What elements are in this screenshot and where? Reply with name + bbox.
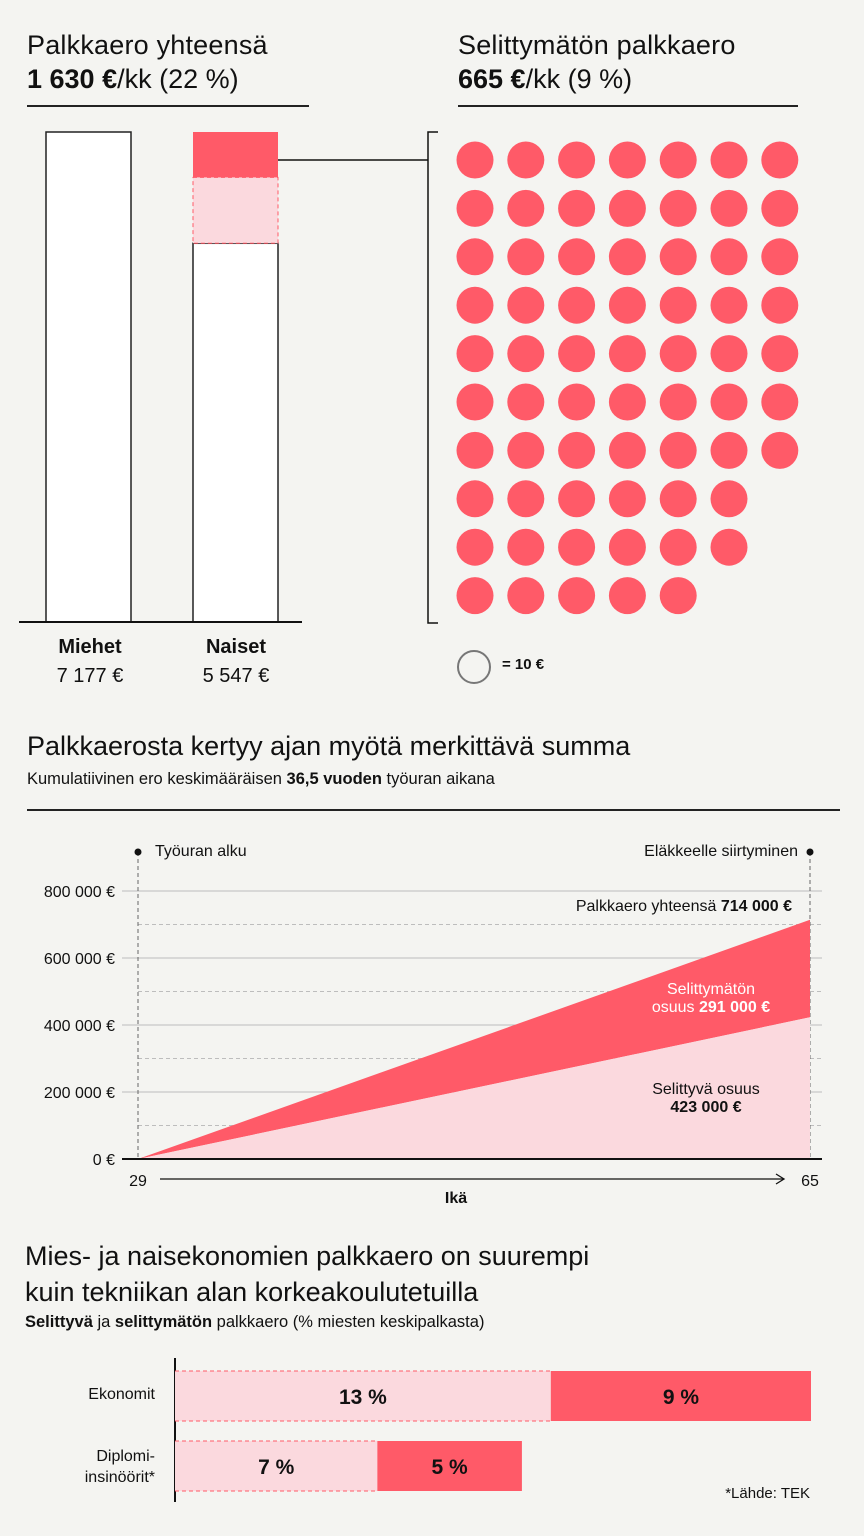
bar-naiset xyxy=(193,243,278,622)
legend-text: = 10 € xyxy=(502,656,545,673)
dot-10-eur xyxy=(558,432,595,469)
dot-10-eur xyxy=(609,384,646,421)
bottom-title-line2: kuin tekniikan alan korkeakoulutetuilla xyxy=(25,1277,479,1307)
dot-10-eur xyxy=(609,432,646,469)
bracket xyxy=(428,132,438,623)
cumulative-sub-bold: 36,5 vuoden xyxy=(286,770,382,788)
right-value xyxy=(458,64,632,95)
dot-10-eur xyxy=(660,577,697,614)
dot-10-eur xyxy=(609,480,646,517)
dot-10-eur xyxy=(609,190,646,227)
dot-10-eur xyxy=(761,142,798,179)
total-gap-prefix: Palkkaero yhteensä xyxy=(575,898,721,915)
dot-10-eur xyxy=(457,287,494,324)
dot-10-eur xyxy=(457,335,494,372)
dot-10-eur xyxy=(457,384,494,421)
dot-10-eur xyxy=(660,190,697,227)
dot-10-eur xyxy=(507,142,544,179)
dot-10-eur xyxy=(507,577,544,614)
bar-naiset-explained-gap xyxy=(193,177,278,243)
dot-10-eur xyxy=(507,238,544,275)
dot-10-eur xyxy=(711,384,748,421)
bottom-sub-bold2: selittymätön xyxy=(114,1313,213,1331)
label-miehet: Miehet xyxy=(58,636,122,658)
bottom-sub-rest: palkkaero (% miesten keskipalkasta) xyxy=(212,1313,485,1331)
x-axis-label: Ikä xyxy=(444,1190,468,1207)
dot-10-eur xyxy=(507,432,544,469)
dot-10-eur xyxy=(457,577,494,614)
category-diplomi-line1: Diplomi- xyxy=(96,1448,155,1465)
dot-10-eur xyxy=(558,287,595,324)
bottom-subtitle xyxy=(25,1313,484,1332)
dot-10-eur xyxy=(457,142,494,179)
y-tick-label: 400 000 € xyxy=(43,1018,115,1035)
bottom-title-line1: Mies- ja naisekonomien palkkaero on suurempi xyxy=(25,1241,590,1271)
total-gap-bold: 714 000 € xyxy=(720,898,792,915)
salary-bars-svg xyxy=(0,120,864,640)
y-tick-label: 800 000 € xyxy=(43,884,115,901)
y-tick-label: 600 000 € xyxy=(43,951,115,968)
total-gap-label xyxy=(470,898,792,916)
dot-10-eur xyxy=(711,335,748,372)
left-value-rest: /kk (22 %) xyxy=(117,64,239,94)
y-tick-label: 200 000 € xyxy=(43,1085,115,1102)
retirement-marker xyxy=(807,849,814,856)
bottom-title xyxy=(25,1238,589,1310)
bar-naiset-unexplained-gap xyxy=(193,132,278,177)
right-title: Selittymätön palkkaero xyxy=(458,30,736,60)
unexplained-label xyxy=(600,981,822,1017)
dot-10-eur xyxy=(558,190,595,227)
dot-10-eur xyxy=(507,190,544,227)
dot-10-eur xyxy=(507,335,544,372)
dot-10-eur xyxy=(558,238,595,275)
x-tick-label: 65 xyxy=(801,1173,819,1190)
y-tick-label: 0 € xyxy=(92,1152,115,1169)
right-value-bold: 665 € xyxy=(458,64,526,94)
dot-10-eur xyxy=(711,432,748,469)
left-value-bold: 1 630 € xyxy=(27,64,118,94)
dot-10-eur xyxy=(711,480,748,517)
cumulative-title: Palkkaerosta kertyy ajan myötä merkittävä summa xyxy=(27,731,631,761)
unexplained-label-prefix: osuus xyxy=(651,999,699,1016)
dot-10-eur xyxy=(558,529,595,566)
bottom-sub-bold1: Selittyvä xyxy=(25,1313,93,1331)
dot-10-eur xyxy=(609,142,646,179)
unexplained-label-line1: Selittymätön xyxy=(666,981,756,998)
dot-10-eur xyxy=(609,529,646,566)
unexplained-label-bold: 291 000 € xyxy=(698,999,771,1016)
hbar-explained-label: 7 % xyxy=(258,1456,295,1479)
dot-10-eur xyxy=(507,287,544,324)
dot-10-eur xyxy=(558,384,595,421)
right-value-rest: /kk (9 %) xyxy=(525,64,633,94)
career-start-label: Työuran alku xyxy=(155,843,247,860)
dot-10-eur xyxy=(660,238,697,275)
cumulative-subtitle xyxy=(27,770,495,789)
category-ekonomit: Ekonomit xyxy=(88,1386,155,1403)
dot-10-eur xyxy=(660,335,697,372)
explained-label-bold: 423 000 € xyxy=(670,1099,742,1116)
dot-10-eur xyxy=(609,577,646,614)
dot-10-eur xyxy=(761,384,798,421)
left-title-rule xyxy=(27,105,309,107)
dot-10-eur xyxy=(609,238,646,275)
bottom-sub-mid: ja xyxy=(92,1313,115,1331)
dot-10-eur xyxy=(711,142,748,179)
dot-10-eur xyxy=(507,529,544,566)
dot-10-eur xyxy=(558,142,595,179)
dot-10-eur xyxy=(558,577,595,614)
value-naiset: 5 547 € xyxy=(202,665,270,687)
dot-10-eur xyxy=(660,529,697,566)
dot-10-eur xyxy=(660,384,697,421)
label-naiset: Naiset xyxy=(205,636,267,658)
cumulative-sub-suffix: työuran aikana xyxy=(381,770,495,788)
explained-label xyxy=(595,1081,817,1117)
dot-10-eur xyxy=(558,480,595,517)
dot-10-eur xyxy=(507,384,544,421)
dot-10-eur xyxy=(609,335,646,372)
left-value xyxy=(27,64,239,95)
category-diplomi-line2: insinöörit* xyxy=(84,1469,155,1486)
cumulative-rule xyxy=(27,809,840,811)
cumulative-sub-prefix: Kumulatiivinen ero keskimääräisen xyxy=(27,770,287,788)
explained-label-line1: Selittyvä osuus xyxy=(652,1081,760,1098)
source-note: *Lähde: TEK xyxy=(725,1485,810,1502)
dot-10-eur xyxy=(558,335,595,372)
dot-10-eur xyxy=(609,287,646,324)
value-miehet: 7 177 € xyxy=(56,665,124,687)
dot-10-eur xyxy=(660,287,697,324)
left-title: Palkkaero yhteensä xyxy=(27,30,268,60)
bar-miehet xyxy=(46,132,131,622)
cumulative-chart-svg xyxy=(0,830,864,1230)
dot-10-eur xyxy=(761,287,798,324)
dot-10-eur xyxy=(761,335,798,372)
dot-10-eur xyxy=(761,190,798,227)
dot-10-eur xyxy=(457,432,494,469)
dot-10-eur xyxy=(711,190,748,227)
dot-10-eur xyxy=(660,432,697,469)
hbar-unexplained-label: 9 % xyxy=(662,1386,700,1409)
dot-10-eur xyxy=(660,142,697,179)
dot-10-eur xyxy=(761,238,798,275)
x-tick-label: 29 xyxy=(129,1173,147,1190)
career-start-marker xyxy=(135,849,142,856)
dot-10-eur xyxy=(711,287,748,324)
retirement-label: Eläkkeelle siirtyminen xyxy=(644,843,798,860)
dots-grid xyxy=(457,142,799,615)
dot-10-eur xyxy=(711,238,748,275)
dot-10-eur xyxy=(660,480,697,517)
dot-10-eur xyxy=(507,480,544,517)
right-title-rule xyxy=(458,105,798,107)
dot-10-eur xyxy=(457,238,494,275)
legend-circle-icon xyxy=(455,648,495,688)
hbar-explained-label: 13 % xyxy=(338,1386,387,1409)
dot-10-eur xyxy=(761,432,798,469)
dot-10-eur xyxy=(457,480,494,517)
dot-10-eur xyxy=(711,529,748,566)
hbar-unexplained-label: 5 % xyxy=(431,1456,468,1479)
dot-10-eur xyxy=(457,529,494,566)
dot-10-eur xyxy=(457,190,494,227)
